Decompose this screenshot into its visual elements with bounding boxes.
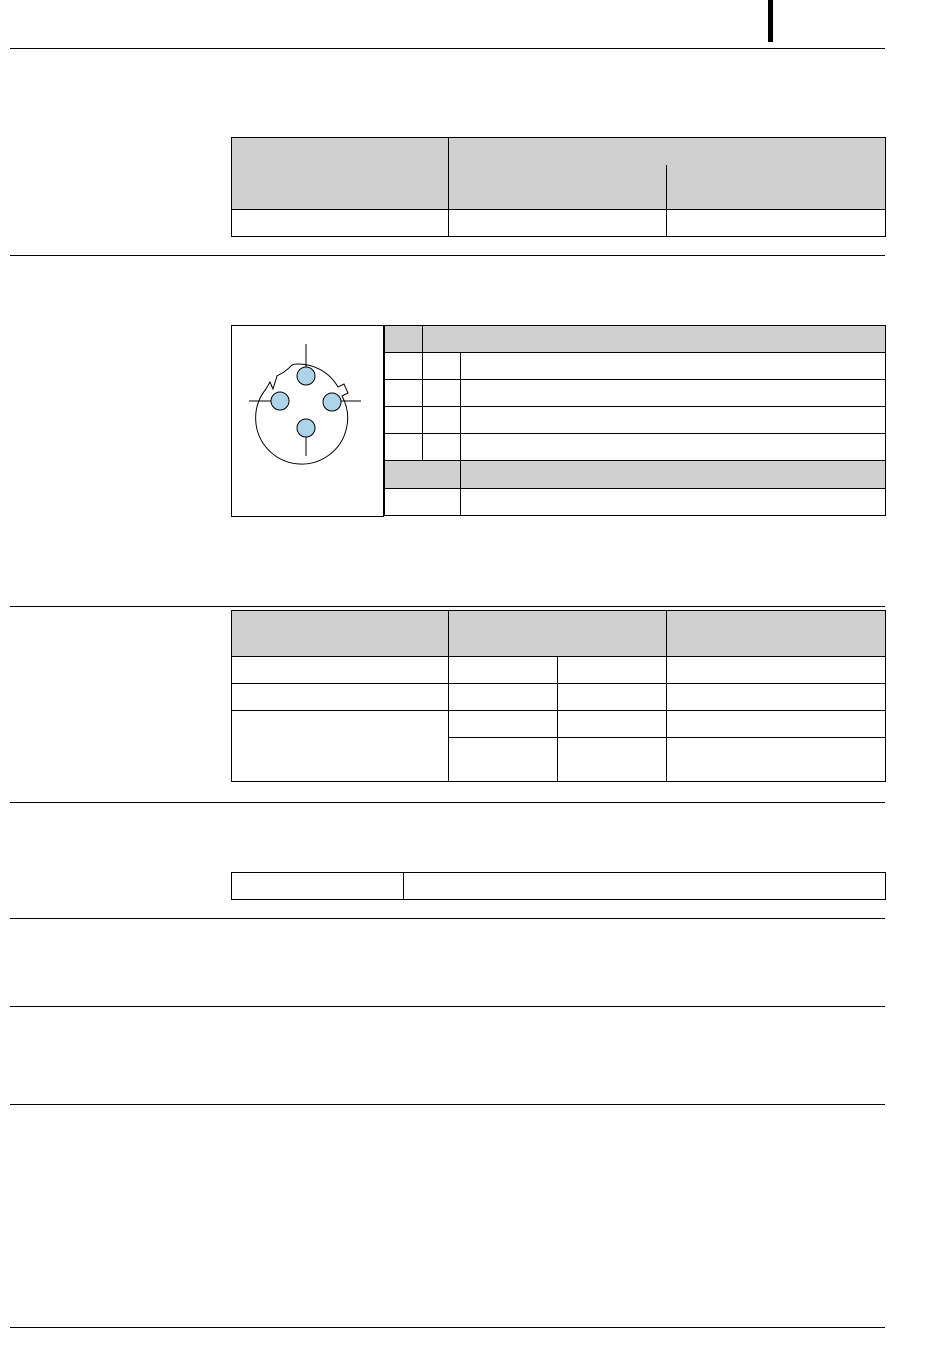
table-cell: [667, 738, 886, 782]
pin-3: [323, 393, 341, 411]
table-header-cell: [449, 138, 886, 165]
table-cell: [461, 353, 886, 380]
table-cell: [667, 711, 886, 738]
section-divider: [10, 918, 885, 919]
table-cell: [558, 657, 667, 684]
table-cell: [385, 489, 461, 516]
table-header-cell: [385, 461, 461, 489]
table-cell: [385, 353, 423, 380]
table-cell: [461, 489, 886, 516]
m12-4-pin-connector-icon: [232, 326, 383, 516]
table-header-cell: [667, 611, 886, 657]
footer-rule: [10, 1327, 885, 1328]
section-divider: [10, 802, 885, 803]
table-cell: [558, 738, 667, 782]
table-cell: [423, 407, 461, 434]
pin-4: [297, 419, 315, 437]
table-cell: [449, 657, 558, 684]
table-cell: [232, 711, 449, 782]
table-cell: [404, 873, 886, 900]
pin-assignment-table: [384, 325, 886, 516]
table-cell: [449, 684, 558, 711]
table-header-cell: [232, 611, 449, 657]
table-cell: [423, 353, 461, 380]
table-cell: [449, 711, 558, 738]
table-cell: [449, 210, 667, 237]
spec-table-4: [231, 872, 886, 900]
section-divider: [10, 606, 885, 607]
table-header-cell: [232, 138, 449, 210]
section-divider: [10, 255, 885, 256]
table-subheader-cell: [667, 165, 886, 210]
table-cell: [385, 407, 423, 434]
table-cell: [423, 380, 461, 407]
table-header-cell: [461, 461, 886, 489]
table-cell: [232, 210, 449, 237]
spec-table-3: [231, 610, 886, 782]
table-cell: [232, 873, 404, 900]
connector-diagram: [231, 325, 384, 517]
table-cell: [558, 711, 667, 738]
table-cell: [385, 434, 423, 461]
table-header-cell: [449, 611, 667, 657]
table-cell: [667, 657, 886, 684]
table-cell: [558, 684, 667, 711]
table-header-cell: [385, 326, 423, 353]
table-cell: [461, 380, 886, 407]
table-header-cell: [423, 326, 886, 353]
section-divider: [10, 1104, 885, 1105]
section-divider: [10, 1006, 885, 1007]
pin-1: [297, 367, 315, 385]
table-cell: [461, 407, 886, 434]
table-cell: [667, 210, 886, 237]
table-cell: [423, 434, 461, 461]
pin-2: [271, 392, 289, 410]
page-corner-mark: [768, 0, 773, 42]
table-cell: [449, 738, 558, 782]
table-cell: [232, 657, 449, 684]
table-cell: [385, 380, 423, 407]
table-cell: [461, 434, 886, 461]
spec-table-1: [231, 137, 886, 237]
table-cell: [667, 684, 886, 711]
table-subheader-cell: [449, 165, 667, 210]
header-rule: [10, 48, 885, 49]
table-cell: [232, 684, 449, 711]
